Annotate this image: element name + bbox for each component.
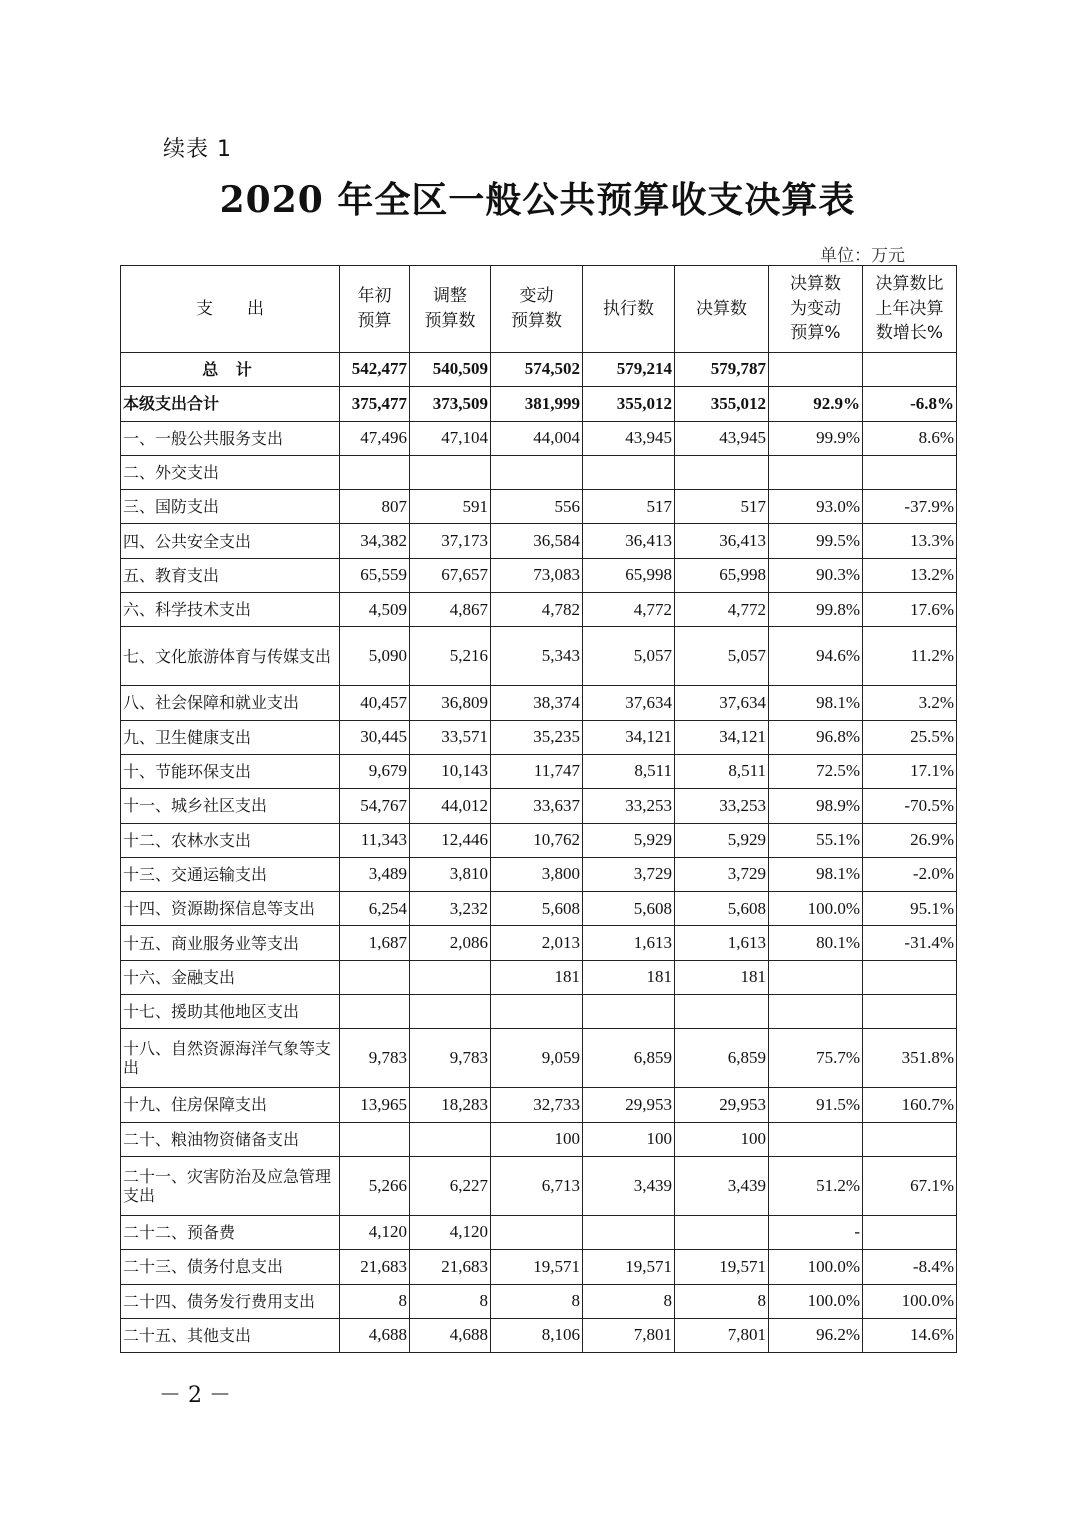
- row-label: 十五、商业服务业等支出: [121, 926, 340, 960]
- table-cell: 4,772: [675, 593, 769, 627]
- table-cell: 100.0%: [769, 892, 863, 926]
- table-cell: 807: [340, 490, 410, 524]
- table-cell: [583, 995, 675, 1029]
- row-label: 十九、住房保障支出: [121, 1088, 340, 1122]
- table-cell: 9,783: [410, 1029, 491, 1088]
- table-cell: 37,173: [410, 524, 491, 558]
- table-cell: 26.9%: [863, 823, 957, 857]
- table-cell: 47,496: [340, 421, 410, 455]
- table-cell: [583, 1215, 675, 1249]
- table-cell: 4,509: [340, 593, 410, 627]
- table-cell: [863, 1215, 957, 1249]
- table-cell: 2,086: [410, 926, 491, 960]
- table-cell: [863, 455, 957, 489]
- table-row: [121, 789, 957, 823]
- table-cell: 98.1%: [769, 857, 863, 891]
- table-cell: 3,232: [410, 892, 491, 926]
- table-cell: 3,729: [675, 857, 769, 891]
- table-cell: 5,929: [675, 823, 769, 857]
- table-cell: 4,688: [410, 1318, 491, 1352]
- table-cell: 9,059: [491, 1029, 583, 1088]
- table-cell: 29,953: [583, 1088, 675, 1122]
- table-cell: 355,012: [675, 387, 769, 421]
- table-cell: 98.9%: [769, 789, 863, 823]
- table-cell: 65,559: [340, 558, 410, 592]
- table-cell: 75.7%: [769, 1029, 863, 1088]
- table-cell: 10,143: [410, 754, 491, 788]
- table-row: [121, 686, 957, 720]
- column-header: 决算数比 上年决算 数增长%: [863, 266, 957, 353]
- table-cell: [491, 1215, 583, 1249]
- row-label: 十八、自然资源海洋气象等支出: [121, 1029, 340, 1088]
- page-number: － 2 －: [159, 1383, 231, 1408]
- table-cell: 181: [491, 960, 583, 994]
- row-label: 十二、农林水支出: [121, 823, 340, 857]
- table-cell: 181: [583, 960, 675, 994]
- table-cell: 5,608: [675, 892, 769, 926]
- table-row: [121, 1250, 957, 1284]
- table-row: [121, 353, 957, 387]
- table-cell: 99.5%: [769, 524, 863, 558]
- table-cell: 6,713: [491, 1156, 583, 1215]
- table-cell: 51.2%: [769, 1156, 863, 1215]
- table-cell: 8: [675, 1284, 769, 1318]
- table-cell: 100: [583, 1122, 675, 1156]
- table-cell: 8,511: [675, 754, 769, 788]
- table-cell: 47,104: [410, 421, 491, 455]
- table-cell: 6,227: [410, 1156, 491, 1215]
- table-cell: [340, 1122, 410, 1156]
- table-cell: 93.0%: [769, 490, 863, 524]
- table-cell: 11.2%: [863, 627, 957, 686]
- table-cell: 5,929: [583, 823, 675, 857]
- table-cell: 37,634: [583, 686, 675, 720]
- table-cell: [340, 960, 410, 994]
- table-row: [121, 455, 957, 489]
- table-cell: 32,733: [491, 1088, 583, 1122]
- table-cell: [769, 995, 863, 1029]
- table-row: [121, 926, 957, 960]
- table-cell: 5,057: [583, 627, 675, 686]
- table-cell: 4,120: [410, 1215, 491, 1249]
- table-cell: 5,057: [675, 627, 769, 686]
- table-cell: 18,283: [410, 1088, 491, 1122]
- table-row: [121, 490, 957, 524]
- table-cell: 19,571: [583, 1250, 675, 1284]
- table-row: [121, 960, 957, 994]
- table-cell: 34,382: [340, 524, 410, 558]
- table-cell: 33,253: [675, 789, 769, 823]
- table-cell: 5,216: [410, 627, 491, 686]
- table-cell: 29,953: [675, 1088, 769, 1122]
- table-cell: 8: [583, 1284, 675, 1318]
- table-row: [121, 593, 957, 627]
- table-cell: 65,998: [583, 558, 675, 592]
- table-cell: 100.0%: [769, 1250, 863, 1284]
- table-cell: 17.6%: [863, 593, 957, 627]
- table-cell: 13.2%: [863, 558, 957, 592]
- table-row: [121, 627, 957, 686]
- table-cell: 6,254: [340, 892, 410, 926]
- table-cell: 1,613: [583, 926, 675, 960]
- table-cell: -: [769, 1215, 863, 1249]
- table-cell: 4,120: [340, 1215, 410, 1249]
- table-cell: 33,571: [410, 720, 491, 754]
- table-cell: 33,637: [491, 789, 583, 823]
- table-cell: 9,783: [340, 1029, 410, 1088]
- table-cell: 1,687: [340, 926, 410, 960]
- table-header-row: [121, 266, 957, 353]
- table-row: [121, 1156, 957, 1215]
- row-label: 二、外交支出: [121, 455, 340, 489]
- table-cell: 181: [675, 960, 769, 994]
- table-cell: 43,945: [675, 421, 769, 455]
- table-cell: 19,571: [491, 1250, 583, 1284]
- table-cell: 5,266: [340, 1156, 410, 1215]
- table-cell: [410, 455, 491, 489]
- table-row: [121, 387, 957, 421]
- table-cell: [491, 995, 583, 1029]
- table-row: [121, 720, 957, 754]
- table-cell: 99.8%: [769, 593, 863, 627]
- column-header: 变动 预算数: [491, 266, 583, 353]
- table-cell: 100.0%: [863, 1284, 957, 1318]
- row-label: 十一、城乡社区支出: [121, 789, 340, 823]
- column-header: 支 出: [121, 266, 340, 353]
- table-cell: -6.8%: [863, 387, 957, 421]
- column-header: 执行数: [583, 266, 675, 353]
- row-label: 总 计: [121, 353, 340, 387]
- table-cell: 5,608: [583, 892, 675, 926]
- table-cell: [863, 960, 957, 994]
- table-cell: 381,999: [491, 387, 583, 421]
- table-cell: 3,439: [675, 1156, 769, 1215]
- table-row: [121, 558, 957, 592]
- page-title: 2020 年全区一般公共预算收支决算表: [219, 179, 856, 221]
- table-cell: 72.5%: [769, 754, 863, 788]
- table-cell: 100.0%: [769, 1284, 863, 1318]
- table-cell: 44,004: [491, 421, 583, 455]
- table-cell: 8: [340, 1284, 410, 1318]
- table-cell: [769, 353, 863, 387]
- table-cell: 355,012: [583, 387, 675, 421]
- table-cell: 3,810: [410, 857, 491, 891]
- table-row: [121, 1088, 957, 1122]
- row-label: 十、节能环保支出: [121, 754, 340, 788]
- table-cell: 34,121: [675, 720, 769, 754]
- table-cell: 37,634: [675, 686, 769, 720]
- table-row: [121, 1122, 957, 1156]
- table-cell: [675, 455, 769, 489]
- table-row: [121, 1318, 957, 1352]
- table-cell: 10,762: [491, 823, 583, 857]
- table-cell: [410, 960, 491, 994]
- table-row: [121, 1284, 957, 1318]
- table-row: [121, 1029, 957, 1088]
- table-cell: [769, 1122, 863, 1156]
- table-cell: [675, 1215, 769, 1249]
- table-cell: 517: [675, 490, 769, 524]
- row-label: 二十三、债务付息支出: [121, 1250, 340, 1284]
- row-label: 七、文化旅游体育与传媒支出: [121, 627, 340, 686]
- table-row: [121, 754, 957, 788]
- row-label: 三、国防支出: [121, 490, 340, 524]
- table-cell: 4,782: [491, 593, 583, 627]
- table-cell: 36,413: [583, 524, 675, 558]
- table-cell: 579,787: [675, 353, 769, 387]
- table-cell: 3,800: [491, 857, 583, 891]
- table-cell: 40,457: [340, 686, 410, 720]
- column-header: 调整 预算数: [410, 266, 491, 353]
- table-cell: [583, 455, 675, 489]
- unit-label: 单位：万元: [820, 246, 905, 266]
- table-cell: 96.8%: [769, 720, 863, 754]
- table-cell: 6,859: [675, 1029, 769, 1088]
- row-label: 十四、资源勘探信息等支出: [121, 892, 340, 926]
- table-cell: 80.1%: [769, 926, 863, 960]
- table-cell: 19,571: [675, 1250, 769, 1284]
- table-cell: 375,477: [340, 387, 410, 421]
- row-label: 一、一般公共服务支出: [121, 421, 340, 455]
- row-label: 二十五、其他支出: [121, 1318, 340, 1352]
- table-cell: 98.1%: [769, 686, 863, 720]
- table-cell: 73,083: [491, 558, 583, 592]
- table-cell: 540,509: [410, 353, 491, 387]
- column-header: 决算数 为变动 预算%: [769, 266, 863, 353]
- table-cell: 542,477: [340, 353, 410, 387]
- table-cell: -37.9%: [863, 490, 957, 524]
- table-cell: 33,253: [583, 789, 675, 823]
- table-subtitle: 续表 1: [163, 137, 232, 162]
- table-row: [121, 892, 957, 926]
- table-cell: 36,413: [675, 524, 769, 558]
- table-cell: 160.7%: [863, 1088, 957, 1122]
- table-cell: 4,688: [340, 1318, 410, 1352]
- table-cell: 11,747: [491, 754, 583, 788]
- table-cell: [410, 1122, 491, 1156]
- table-cell: 36,809: [410, 686, 491, 720]
- table-cell: 21,683: [340, 1250, 410, 1284]
- table-row: [121, 823, 957, 857]
- table-cell: 591: [410, 490, 491, 524]
- table-cell: 25.5%: [863, 720, 957, 754]
- row-label: 四、公共安全支出: [121, 524, 340, 558]
- table-cell: 3,489: [340, 857, 410, 891]
- table-cell: 1,613: [675, 926, 769, 960]
- table-cell: [410, 995, 491, 1029]
- table-cell: 55.1%: [769, 823, 863, 857]
- table-cell: 7,801: [583, 1318, 675, 1352]
- table-row: [121, 857, 957, 891]
- table-cell: 100: [491, 1122, 583, 1156]
- table-cell: 100: [675, 1122, 769, 1156]
- table-cell: 21,683: [410, 1250, 491, 1284]
- table-cell: 12,446: [410, 823, 491, 857]
- budget-table: [120, 265, 957, 1353]
- row-label: 十三、交通运输支出: [121, 857, 340, 891]
- table-cell: 34,121: [583, 720, 675, 754]
- table-cell: 517: [583, 490, 675, 524]
- row-label: 二十、粮油物资储备支出: [121, 1122, 340, 1156]
- table-cell: 6,859: [583, 1029, 675, 1088]
- table-cell: 9,679: [340, 754, 410, 788]
- table-cell: [340, 455, 410, 489]
- table-cell: 92.9%: [769, 387, 863, 421]
- table-cell: 5,090: [340, 627, 410, 686]
- table-cell: 43,945: [583, 421, 675, 455]
- table-cell: 67.1%: [863, 1156, 957, 1215]
- table-cell: 95.1%: [863, 892, 957, 926]
- table-cell: [863, 1122, 957, 1156]
- table-cell: 8,106: [491, 1318, 583, 1352]
- table-cell: 8,511: [583, 754, 675, 788]
- table-cell: 35,235: [491, 720, 583, 754]
- table-cell: 96.2%: [769, 1318, 863, 1352]
- table-cell: 54,767: [340, 789, 410, 823]
- table-cell: 36,584: [491, 524, 583, 558]
- row-label: 六、科学技术支出: [121, 593, 340, 627]
- table-cell: 17.1%: [863, 754, 957, 788]
- column-header: 年初 预算: [340, 266, 410, 353]
- table-row: [121, 524, 957, 558]
- row-label: 二十四、债务发行费用支出: [121, 1284, 340, 1318]
- table-cell: 574,502: [491, 353, 583, 387]
- table-cell: [340, 995, 410, 1029]
- table-cell: 4,867: [410, 593, 491, 627]
- table-cell: [769, 455, 863, 489]
- table-cell: 8: [410, 1284, 491, 1318]
- table-cell: 90.3%: [769, 558, 863, 592]
- row-label: 五、教育支出: [121, 558, 340, 592]
- row-label: 二十二、预备费: [121, 1215, 340, 1249]
- table-cell: 3.2%: [863, 686, 957, 720]
- table-cell: 8: [491, 1284, 583, 1318]
- table-cell: 3,439: [583, 1156, 675, 1215]
- table-cell: 579,214: [583, 353, 675, 387]
- table-cell: -2.0%: [863, 857, 957, 891]
- table-cell: [863, 353, 957, 387]
- table-cell: 38,374: [491, 686, 583, 720]
- table-cell: 4,772: [583, 593, 675, 627]
- table-row: [121, 421, 957, 455]
- table-cell: 14.6%: [863, 1318, 957, 1352]
- table-cell: 91.5%: [769, 1088, 863, 1122]
- table-cell: 3,729: [583, 857, 675, 891]
- table-cell: 11,343: [340, 823, 410, 857]
- table-cell: 2,013: [491, 926, 583, 960]
- table-cell: [863, 995, 957, 1029]
- table-body: [121, 353, 957, 1353]
- table-cell: 5,608: [491, 892, 583, 926]
- row-label: 八、社会保障和就业支出: [121, 686, 340, 720]
- table-cell: 556: [491, 490, 583, 524]
- row-label: 十六、金融支出: [121, 960, 340, 994]
- row-label: 十七、援助其他地区支出: [121, 995, 340, 1029]
- table-cell: 5,343: [491, 627, 583, 686]
- table-cell: 13,965: [340, 1088, 410, 1122]
- table-cell: 44,012: [410, 789, 491, 823]
- row-label: 九、卫生健康支出: [121, 720, 340, 754]
- row-label: 二十一、灾害防治及应急管理支出: [121, 1156, 340, 1215]
- table-cell: -8.4%: [863, 1250, 957, 1284]
- table-cell: -31.4%: [863, 926, 957, 960]
- column-header: 决算数: [675, 266, 769, 353]
- table-cell: 67,657: [410, 558, 491, 592]
- table-cell: 13.3%: [863, 524, 957, 558]
- table-cell: [675, 995, 769, 1029]
- table-row: [121, 1215, 957, 1249]
- table-cell: 7,801: [675, 1318, 769, 1352]
- table-row: [121, 995, 957, 1029]
- row-label: 本级支出合计: [121, 387, 340, 421]
- table-cell: 30,445: [340, 720, 410, 754]
- table-cell: [491, 455, 583, 489]
- table-cell: 65,998: [675, 558, 769, 592]
- table-cell: 99.9%: [769, 421, 863, 455]
- table-cell: 351.8%: [863, 1029, 957, 1088]
- table-cell: 373,509: [410, 387, 491, 421]
- table-cell: [769, 960, 863, 994]
- table-cell: 94.6%: [769, 627, 863, 686]
- table-cell: 8.6%: [863, 421, 957, 455]
- table-cell: -70.5%: [863, 789, 957, 823]
